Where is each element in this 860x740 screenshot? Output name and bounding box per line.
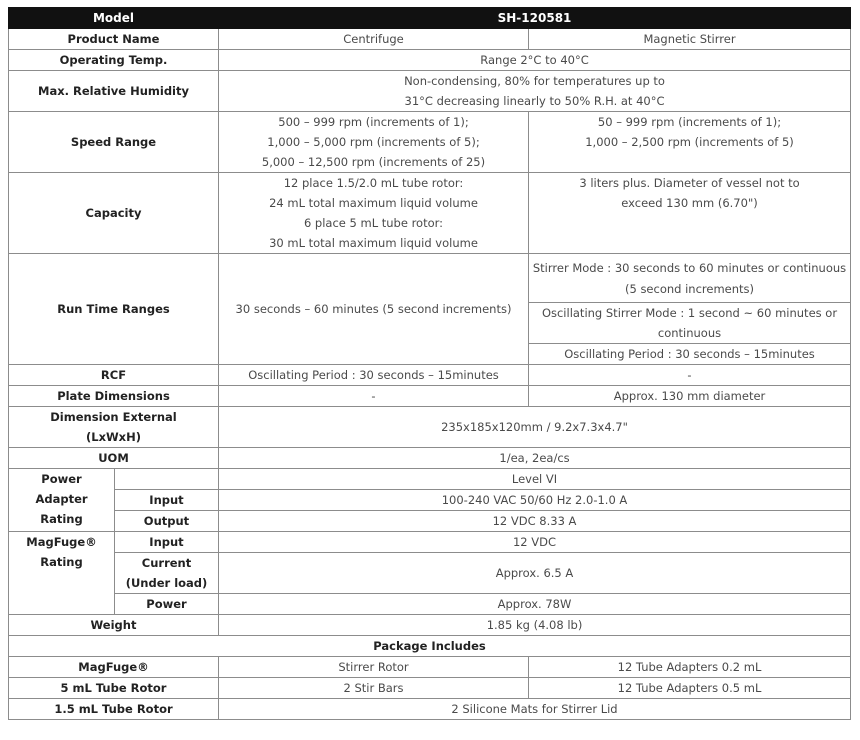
- package-item-label: 5 mL Tube Rotor: [9, 678, 219, 699]
- capacity-row: [9, 173, 851, 254]
- package-title-row: [9, 636, 851, 657]
- power-adapter-input-value: 100-240 VAC 50/60 Hz 2.0-1.0 A: [219, 490, 851, 511]
- package-row: [9, 678, 851, 699]
- magfuge-input-label: Input: [115, 532, 219, 553]
- magfuge-input-value: 12 VDC: [219, 532, 851, 553]
- capacity-centrifuge-line: 24 mL total maximum liquid volume: [269, 196, 478, 210]
- magfuge-current-label: [115, 553, 219, 594]
- run-time-stirrer-mode: [529, 254, 851, 303]
- run-time-osc-period: Oscillating Period : 30 seconds – 15minutes: [529, 344, 851, 365]
- humidity-row: [9, 71, 851, 112]
- capacity-centrifuge: [219, 173, 529, 254]
- osc-mode-line-2: continuous: [657, 326, 722, 340]
- operating-temp-label: Operating Temp.: [9, 50, 219, 71]
- speed-centrifuge-line: 1,000 – 5,000 rpm (increments of 5);: [267, 135, 480, 149]
- magfuge-current-label-1: Current: [141, 556, 192, 570]
- magfuge-rating-label: [9, 532, 115, 615]
- package-item-col1: Stirrer Rotor: [219, 657, 529, 678]
- package-title: Package Includes: [9, 636, 851, 657]
- stirrer-mode-line-1: Stirrer Mode : 30 seconds to 60 minutes or continuous: [532, 261, 847, 275]
- dimension-external-label-1: Dimension External: [50, 410, 177, 424]
- power-adapter-input-label: Input: [115, 490, 219, 511]
- dimension-external-label-2: (LxWxH): [86, 430, 141, 444]
- uom-row: [9, 448, 851, 469]
- package-last-label: 1.5 mL Tube Rotor: [9, 699, 219, 720]
- capacity-centrifuge-line: 30 mL total maximum liquid volume: [269, 236, 478, 250]
- humidity-line-2: 31°C decreasing linearly to 50% R.H. at 40°C: [404, 94, 665, 108]
- magfuge-rating-row-3: [9, 594, 851, 615]
- run-time-row-1: [9, 254, 851, 303]
- rcf-row: [9, 365, 851, 386]
- dimension-external-row: [9, 407, 851, 448]
- speed-range-row: [9, 112, 851, 173]
- power-adapter-row-2: [9, 490, 851, 511]
- model-value: SH-120581: [219, 8, 851, 29]
- capacity-stirrer-line: exceed 130 mm (6.70"): [621, 196, 758, 210]
- product-name-centrifuge: Centrifuge: [219, 29, 529, 50]
- speed-centrifuge-line: 5,000 – 12,500 rpm (increments of 25): [261, 155, 486, 169]
- spec-table: [8, 7, 851, 720]
- rcf-stirrer: -: [529, 365, 851, 386]
- magfuge-power-label: Power: [115, 594, 219, 615]
- power-adapter-level: Level VI: [219, 469, 851, 490]
- power-adapter-output-value: 12 VDC 8.33 A: [219, 511, 851, 532]
- magfuge-rating-row-2: [9, 553, 851, 594]
- run-time-centrifuge: 30 seconds – 60 minutes (5 second increments): [219, 254, 529, 365]
- speed-centrifuge-line: 500 – 999 rpm (increments of 1);: [278, 115, 469, 129]
- humidity-label: Max. Relative Humidity: [9, 71, 219, 112]
- humidity-value: [219, 71, 851, 112]
- power-adapter-label: [9, 469, 115, 532]
- magfuge-rating-label-2: Rating: [40, 555, 83, 569]
- power-adapter-label-1: Power: [41, 472, 82, 486]
- plate-dimensions-label: Plate Dimensions: [9, 386, 219, 407]
- stirrer-mode-line-2: (5 second increments): [624, 282, 755, 296]
- capacity-stirrer: [529, 173, 851, 254]
- run-time-osc-mode: [529, 303, 851, 344]
- product-name-label: Product Name: [9, 29, 219, 50]
- power-adapter-blank: [115, 469, 219, 490]
- capacity-centrifuge-line: 6 place 5 mL tube rotor:: [303, 216, 444, 230]
- plate-dimensions-centrifuge: -: [219, 386, 529, 407]
- humidity-line-1: Non-condensing, 80% for temperatures up to: [404, 74, 665, 88]
- package-item-col2: 12 Tube Adapters 0.2 mL: [529, 657, 851, 678]
- package-last-value: 2 Silicone Mats for Stirrer Lid: [219, 699, 851, 720]
- magfuge-rating-label-1: MagFuge®: [26, 535, 97, 549]
- capacity-centrifuge-line: 12 place 1.5/2.0 mL tube rotor:: [283, 176, 464, 190]
- weight-value: 1.85 kg (4.08 lb): [219, 615, 851, 636]
- package-row: [9, 657, 851, 678]
- model-label: Model: [9, 8, 219, 29]
- header-row: [9, 8, 851, 29]
- package-item-col1: 2 Stir Bars: [219, 678, 529, 699]
- product-name-row: [9, 29, 851, 50]
- power-adapter-label-3: Rating: [40, 512, 83, 526]
- rcf-centrifuge: Oscillating Period : 30 seconds – 15minutes: [219, 365, 529, 386]
- capacity-label: Capacity: [9, 173, 219, 254]
- dimension-external-value: 235x185x120mm / 9.2x7.3x4.7": [219, 407, 851, 448]
- product-name-stirrer: Magnetic Stirrer: [529, 29, 851, 50]
- speed-stirrer-line: 50 – 999 rpm (increments of 1);: [597, 115, 782, 129]
- package-item-col2: 12 Tube Adapters 0.5 mL: [529, 678, 851, 699]
- rcf-label: RCF: [9, 365, 219, 386]
- power-adapter-row-3: [9, 511, 851, 532]
- magfuge-rating-row-1: [9, 532, 851, 553]
- magfuge-current-value: Approx. 6.5 A: [219, 553, 851, 594]
- package-item-label: MagFuge®: [9, 657, 219, 678]
- osc-mode-line-1: Oscillating Stirrer Mode : 1 second ~ 60 minutes or: [541, 306, 838, 320]
- plate-dimensions-row: [9, 386, 851, 407]
- speed-range-label: Speed Range: [9, 112, 219, 173]
- power-adapter-output-label: Output: [115, 511, 219, 532]
- magfuge-power-value: Approx. 78W: [219, 594, 851, 615]
- operating-temp-row: [9, 50, 851, 71]
- plate-dimensions-stirrer: Approx. 130 mm diameter: [529, 386, 851, 407]
- capacity-stirrer-line: 3 liters plus. Diameter of vessel not to: [579, 176, 800, 190]
- speed-range-stirrer: [529, 112, 851, 173]
- speed-stirrer-line: 1,000 – 2,500 rpm (increments of 5): [585, 135, 794, 149]
- power-adapter-row-1: [9, 469, 851, 490]
- power-adapter-label-2: Adapter: [35, 492, 88, 506]
- weight-label: Weight: [9, 615, 219, 636]
- uom-value: 1/ea, 2ea/cs: [219, 448, 851, 469]
- package-row-last: [9, 699, 851, 720]
- dimension-external-label: [9, 407, 219, 448]
- run-time-label: Run Time Ranges: [9, 254, 219, 365]
- speed-range-centrifuge: [219, 112, 529, 173]
- weight-row: [9, 615, 851, 636]
- operating-temp-value: Range 2°C to 40°C: [219, 50, 851, 71]
- uom-label: UOM: [9, 448, 219, 469]
- magfuge-current-label-2: (Under load): [125, 576, 208, 590]
